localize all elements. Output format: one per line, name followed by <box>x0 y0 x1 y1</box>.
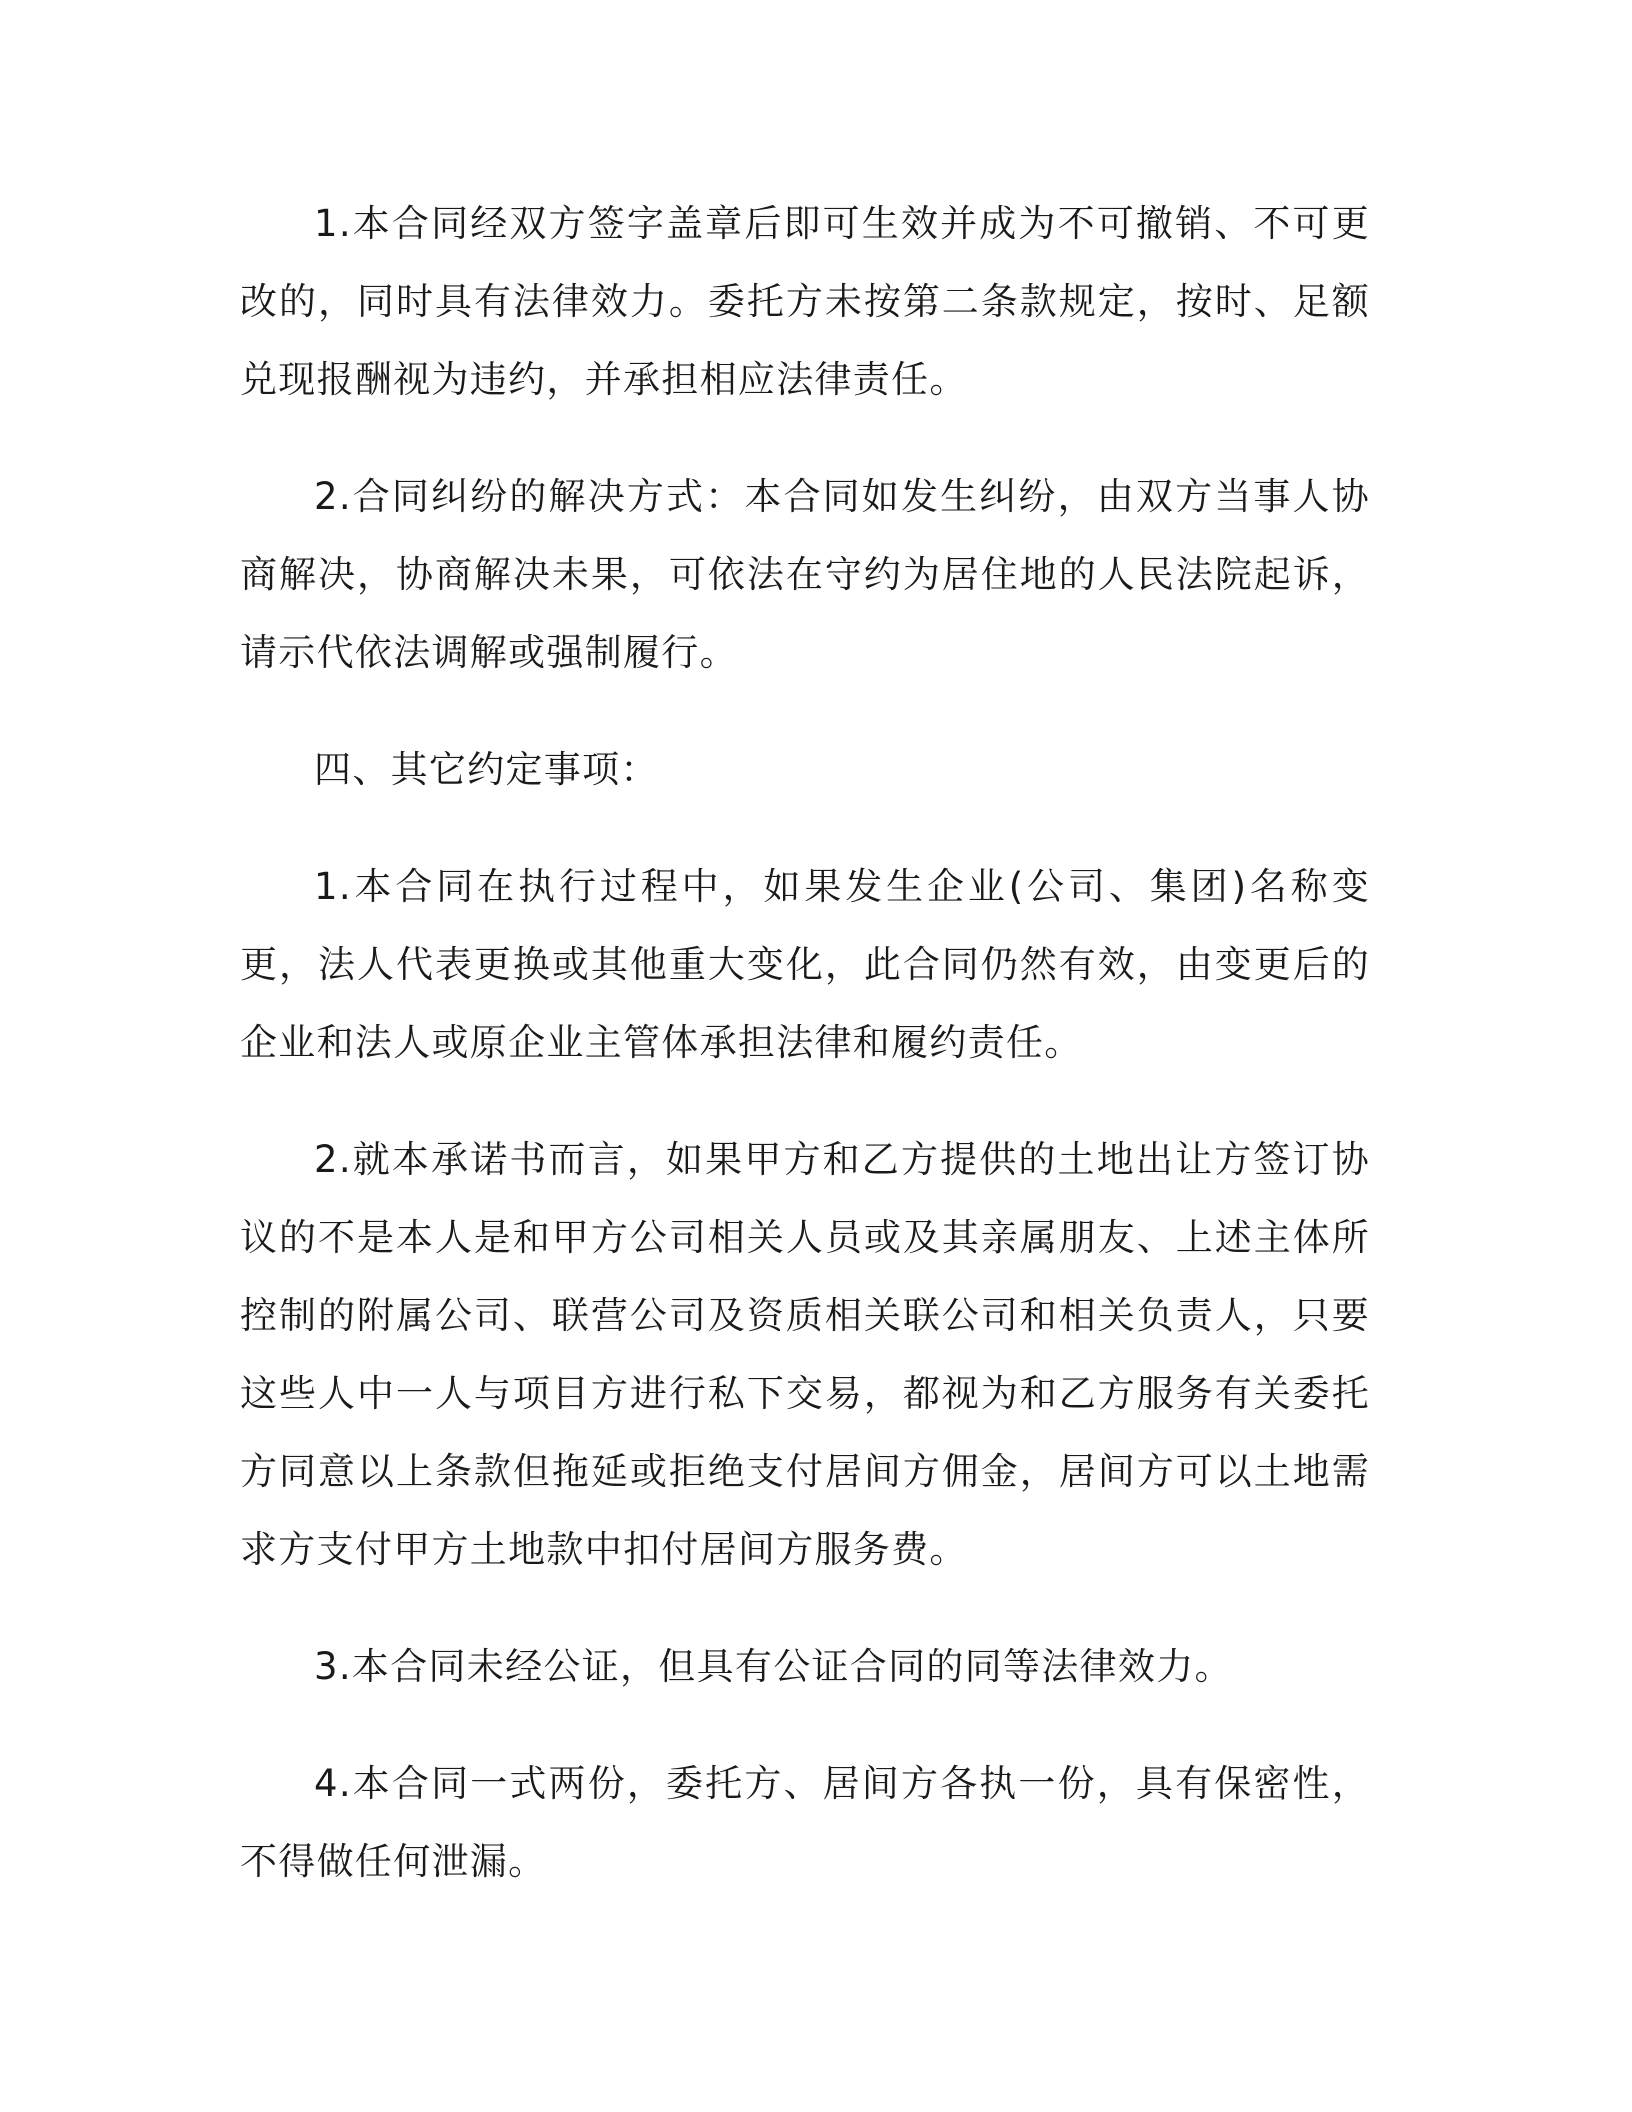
clause-paragraph: 2.合同纠纷的解决方式：本合同如发生纠纷，由双方当事人协商解决，协商解决未果，可依法在守约为居住地的人民法院起诉，请示代依法调解或强制履行。 <box>240 475 1370 674</box>
clause-paragraph: 1.本合同经双方签字盖章后即可生效并成为不可撤销、不可更改的，同时具有法律效力。委托方未按第二条款规定，按时、足额兑现报酬视为违约，并承担相应法律责任。 <box>240 202 1370 401</box>
clause-paragraph: 4.本合同一式两份，委托方、居间方各执一份，具有保密性，不得做任何泄漏。 <box>240 1762 1370 1883</box>
clause-paragraph: 1.本合同在执行过程中，如果发生企业(公司、集团)名称变更，法人代表更换或其他重大变化，此合同仍然有效，由变更后的企业和法人或原企业主管体承担法律和履约责任。 <box>240 865 1370 1064</box>
section-heading: 四、其它约定事项： <box>314 748 659 791</box>
clause-paragraph: 2.就本承诺书而言，如果甲方和乙方提供的土地出让方签订协议的不是本人是和甲方公司相关人员或及其亲属朋友、上述主体所控制的附属公司、联营公司及资质相关联公司和相关负责人，只要这些人中一人与项目方进行私下交易，都视为和乙方服务有关委托方同意以上条款但拖延或拒绝支付居间方佣金，居间方可以土地需求方支付甲方土地款中扣付居间方服务费。 <box>240 1138 1370 1571</box>
clause-paragraph: 3.本合同未经公证，但具有公证合同的同等法律效力。 <box>314 1645 1233 1688</box>
document-page <box>240 185 1370 1940</box>
